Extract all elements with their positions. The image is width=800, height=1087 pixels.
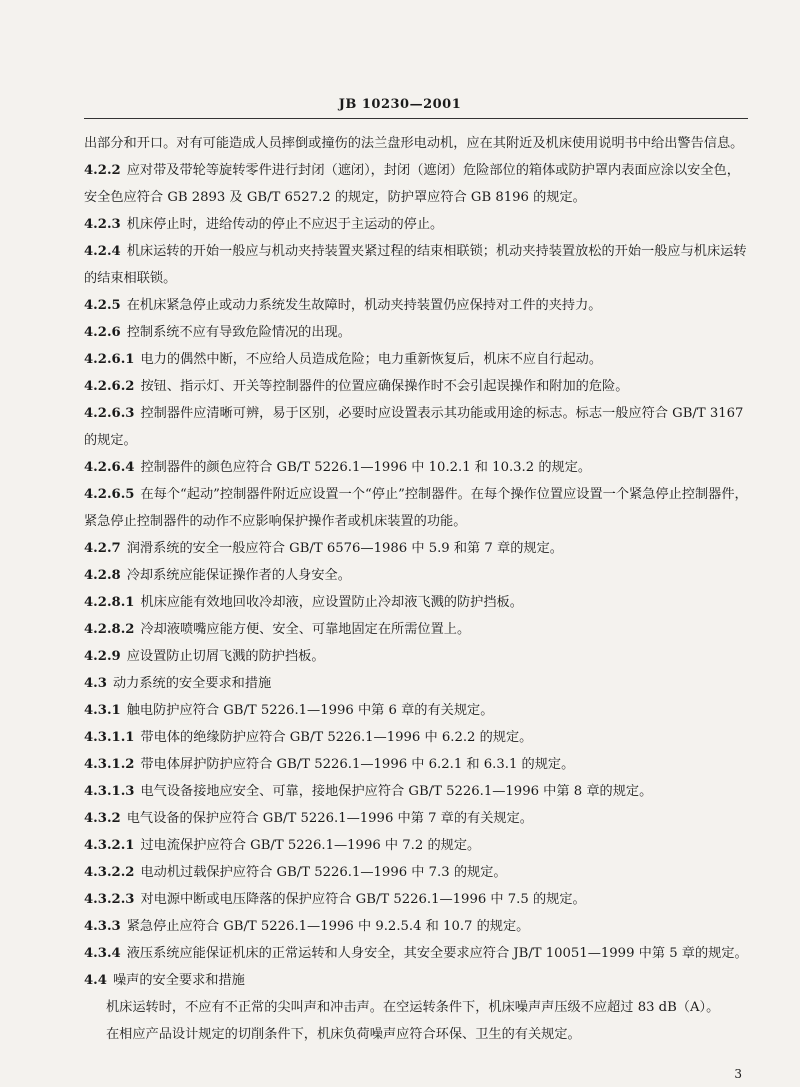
clause-number: 4.2.5 <box>84 298 121 313</box>
paragraph <box>84 589 748 616</box>
clause-text: 出部分和开口。对有可能造成人员摔倒或撞伤的法兰盘形电动机，应在其附近及机床使用说明书中给出警告信息。 <box>84 136 744 151</box>
document-body <box>84 130 748 1048</box>
clause-text: 对电源中断或电压降落的保护应符合 GB/T 5226.1—1996 中 7.5 的规定。 <box>140 892 586 907</box>
paragraph <box>84 346 748 373</box>
paragraph <box>84 940 748 967</box>
clause-number: 4.2.7 <box>84 541 121 556</box>
clause-text: 按钮、指示灯、开关等控制器件的位置应确保操作时不会引起误操作和附加的危险。 <box>140 379 629 394</box>
clause-number: 4.2.6.5 <box>84 487 135 502</box>
clause-text: 动力系统的安全要求和措施 <box>112 676 272 691</box>
paragraph <box>84 643 748 670</box>
paragraph <box>84 805 748 832</box>
paragraph <box>84 751 748 778</box>
paragraph <box>84 724 748 751</box>
clause-number: 4.3.1 <box>84 703 121 718</box>
clause-number: 4.3.2 <box>84 811 121 826</box>
paragraph <box>84 373 748 400</box>
clause-text: 机床应能有效地回收冷却液，应设置防止冷却液飞溅的防护挡板。 <box>140 595 523 610</box>
clause-text: 紧急停止应符合 GB/T 5226.1—1996 中 9.2.5.4 和 10.7 的规定。 <box>126 919 530 934</box>
clause-number: 4.2.3 <box>84 217 121 232</box>
paragraph <box>84 1021 748 1048</box>
clause-number: 4.2.9 <box>84 649 121 664</box>
clause-text: 电动机过载保护应符合 GB/T 5226.1—1996 中 7.3 的规定。 <box>140 865 507 880</box>
paragraph <box>84 481 748 535</box>
clause-text: 冷却系统应能保证操作者的人身安全。 <box>126 568 351 583</box>
clause-text: 触电防护应符合 GB/T 5226.1—1996 中第 6 章的有关规定。 <box>126 703 494 718</box>
clause-number: 4.2.6.3 <box>84 406 135 421</box>
clause-text: 过电流保护应符合 GB/T 5226.1—1996 中 7.2 的规定。 <box>140 838 481 853</box>
clause-number: 4.3.2.2 <box>84 865 135 880</box>
clause-text: 液压系统应能保证机床的正常运转和人身安全，其安全要求应符合 JB/T 10051—1999 中第 5 章的规定。 <box>126 946 748 961</box>
clause-text: 电气设备接地应安全、可靠，接地保护应符合 GB/T 5226.1—1996 中第 8 章的规定。 <box>140 784 653 799</box>
paragraph <box>84 400 748 454</box>
clause-number: 4.4 <box>84 973 107 988</box>
clause-number: 4.2.8 <box>84 568 121 583</box>
clause-number: 4.2.8.2 <box>84 622 135 637</box>
paragraph <box>84 211 748 238</box>
paragraph <box>84 778 748 805</box>
paragraph <box>84 562 748 589</box>
paragraph <box>84 319 748 346</box>
clause-number: 4.2.8.1 <box>84 595 135 610</box>
paragraph <box>84 886 748 913</box>
paragraph <box>84 859 748 886</box>
clause-text: 控制器件应清晰可辨，易于区别，必要时应设置表示其功能或用途的标志。标志一般应符合 GB/T 3167 的规定。 <box>84 406 744 448</box>
clause-number: 4.2.2 <box>84 163 121 178</box>
clause-number: 4.2.6.2 <box>84 379 135 394</box>
paragraph <box>84 535 748 562</box>
clause-text: 在每个“起动”控制器件附近应设置一个“停止”控制器件。在每个操作位置应设置一个紧急停止控制器件，紧急停止控制器件的动作不应影响保护操作者或机床装置的功能。 <box>84 487 748 529</box>
clause-text: 电力的偶然中断，不应给人员造成危险；电力重新恢复后，机床不应自行起动。 <box>140 352 603 367</box>
clause-text: 冷却液喷嘴应能方便、安全、可靠地固定在所需位置上。 <box>140 622 471 637</box>
paragraph <box>84 157 748 211</box>
paragraph <box>84 994 748 1021</box>
paragraph <box>84 292 748 319</box>
clause-number: 4.2.4 <box>84 244 121 259</box>
page-header: JB 10230—2001 <box>338 97 462 112</box>
paragraph <box>84 670 748 697</box>
clause-text: 控制系统不应有导致危险情况的出现。 <box>126 325 351 340</box>
paragraph <box>84 130 748 157</box>
clause-number: 4.3.1.1 <box>84 730 135 745</box>
clause-number: 4.3.3 <box>84 919 121 934</box>
clause-number: 4.3.1.3 <box>84 784 135 799</box>
paragraph <box>84 913 748 940</box>
clause-text: 应对带及带轮等旋转零件进行封闭（遮闭），封闭（遮闭）危险部位的箱体或防护罩内表面应涂以安全色，安全色应符合 GB 2893 及 GB/T 6527.2 的规定，防护罩应符合 GB 8196 的规定。 <box>84 163 740 205</box>
clause-text: 带电体的绝缘防护应符合 GB/T 5226.1—1996 中 6.2.2 的规定。 <box>140 730 533 745</box>
clause-text: 噪声的安全要求和措施 <box>112 973 245 988</box>
paragraph <box>84 697 748 724</box>
clause-number: 4.2.6.1 <box>84 352 135 367</box>
clause-number: 4.2.6 <box>84 325 121 340</box>
clause-text: 电气设备的保护应符合 GB/T 5226.1—1996 中第 7 章的有关规定。 <box>126 811 533 826</box>
clause-number: 4.3.2.1 <box>84 838 135 853</box>
paragraph <box>84 832 748 859</box>
page-number: 3 <box>734 1067 742 1081</box>
header-rule <box>84 118 748 119</box>
paragraph <box>84 967 748 994</box>
paragraph <box>84 616 748 643</box>
clause-text: 机床运转的开始一般应与机动夹持装置夹紧过程的结束相联锁；机动夹持装置放松的开始一般应与机床运转的结束相联锁。 <box>84 244 747 286</box>
clause-text: 润滑系统的安全一般应符合 GB/T 6576—1986 中 5.9 和第 7 章的规定。 <box>126 541 563 556</box>
paragraph <box>84 238 748 292</box>
clause-number: 4.3.4 <box>84 946 121 961</box>
clause-text: 带电体屏护防护应符合 GB/T 5226.1—1996 中 6.2.1 和 6.3.1 的规定。 <box>140 757 575 772</box>
clause-number: 4.3.2.3 <box>84 892 135 907</box>
clause-text: 在机床紧急停止或动力系统发生故障时，机动夹持装置仍应保持对工件的夹持力。 <box>126 298 602 313</box>
clause-text: 机床运转时，不应有不正常的尖叫声和冲击声。在空运转条件下，机床噪声声压级不应超过 83 dB（A）。 <box>106 1000 720 1015</box>
clause-text: 控制器件的颜色应符合 GB/T 5226.1—1996 中 10.2.1 和 10.3.2 的规定。 <box>140 460 592 475</box>
clause-number: 4.3 <box>84 676 107 691</box>
clause-text: 应设置防止切屑飞溅的防护挡板。 <box>126 649 325 664</box>
clause-text: 在相应产品设计规定的切削条件下，机床负荷噪声应符合环保、卫生的有关规定。 <box>106 1027 581 1042</box>
clause-number: 4.3.1.2 <box>84 757 135 772</box>
clause-number: 4.2.6.4 <box>84 460 135 475</box>
clause-text: 机床停止时，进给传动的停止不应迟于主运动的停止。 <box>126 217 444 232</box>
paragraph <box>84 454 748 481</box>
